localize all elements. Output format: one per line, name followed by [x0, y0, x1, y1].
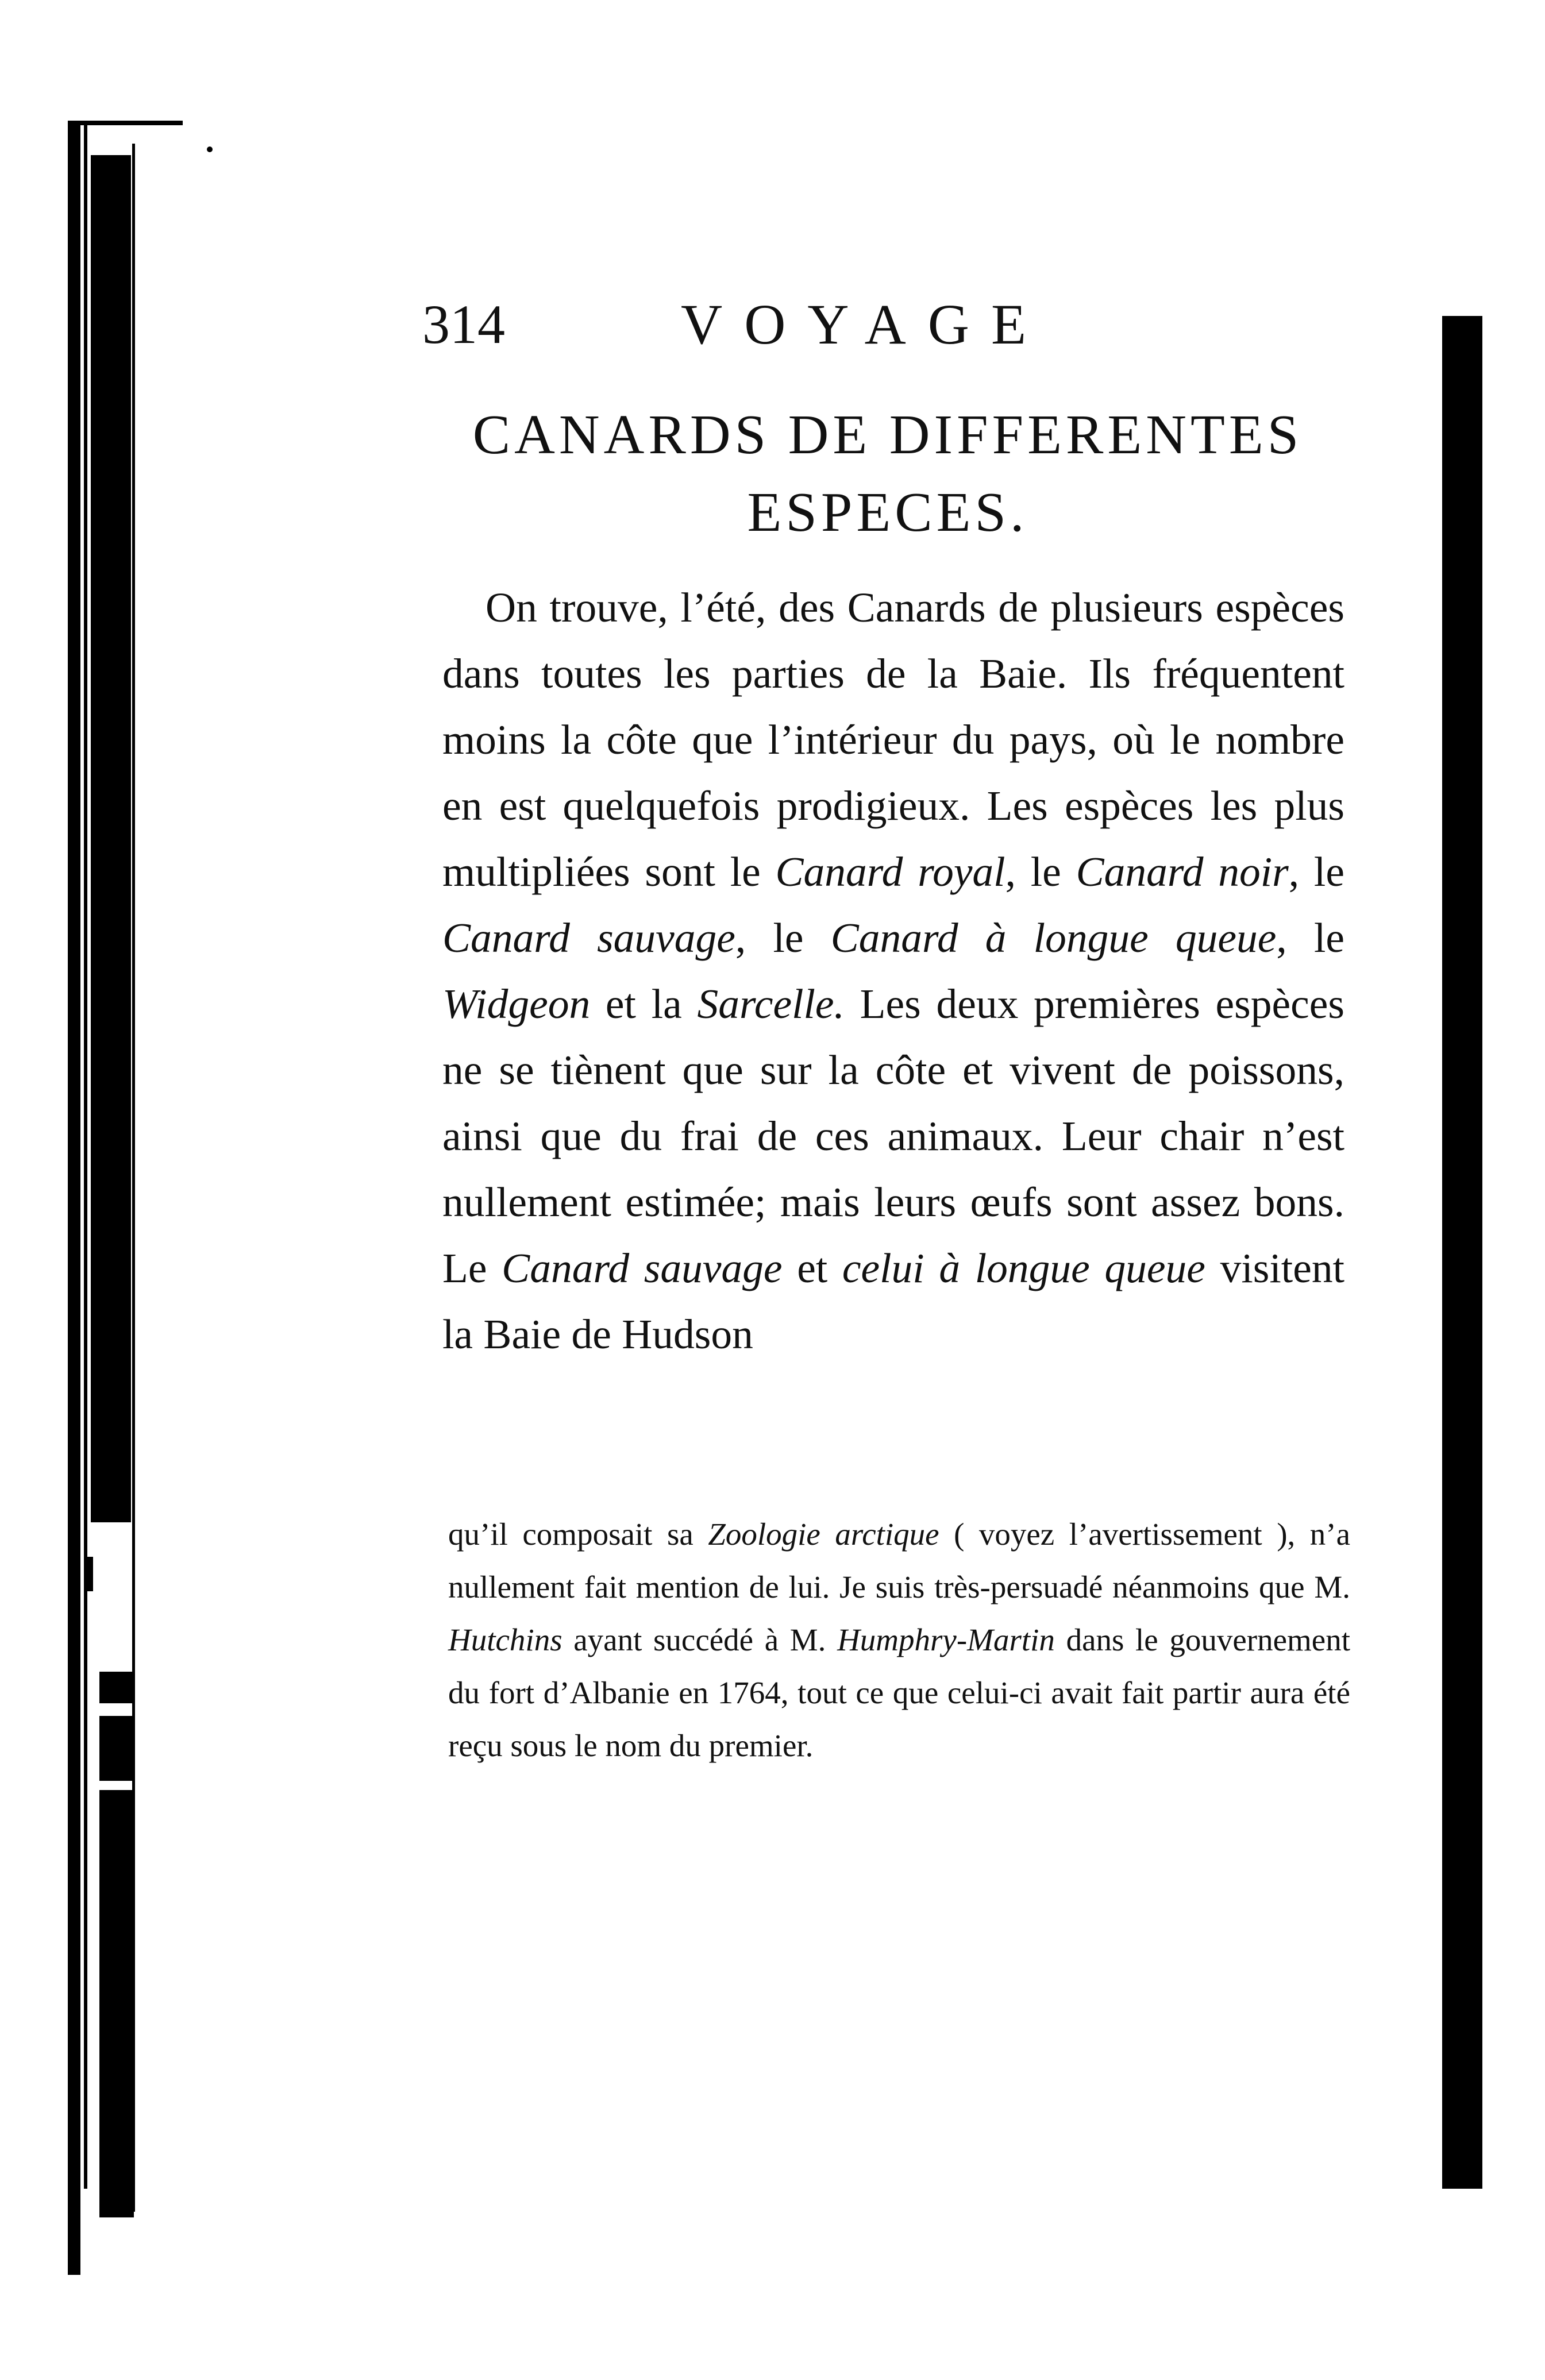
- text-run: et la: [590, 981, 698, 1027]
- italic-run: Canard sauvage: [502, 1245, 783, 1291]
- chapter-title-line-2: ESPECES.: [747, 481, 1028, 543]
- scan-shadow-right: [1442, 316, 1482, 2189]
- italic-run: celui à longue queue: [842, 1245, 1205, 1291]
- speck: [1454, 1287, 1461, 1297]
- italic-run: Zoologie arctique: [708, 1517, 939, 1552]
- running-head: [422, 290, 1342, 359]
- page-number: 314: [422, 294, 505, 355]
- text-run: visitent la Baie de Hudson: [442, 1245, 1344, 1357]
- italic-run: Humphry-Martin: [837, 1622, 1055, 1657]
- text-run: dans le gouvernement du fort d’Albanie en 1764, tout ce que celui-ci avait fait partir aura été reçu sous le nom du premier.: [448, 1622, 1350, 1763]
- text-run: , le: [1276, 915, 1344, 961]
- text-run: On trouve, l’été, des Canards de plusieurs espèces dans toutes les parties de la Baie. Ils fréquentent moins la côte que l’intérieur du pays, où le nombre en est quelquefois prodigieux. Les espèces les plus multipliées sont le: [442, 584, 1344, 895]
- text-run: , le: [735, 915, 831, 961]
- italic-run: Sarcelle.: [697, 981, 845, 1027]
- body-text: [442, 574, 1344, 1367]
- text-run: , le: [1288, 848, 1344, 895]
- italic-run: Canard noir: [1076, 848, 1289, 895]
- speck: [207, 146, 213, 152]
- italic-run: Canard sauvage: [442, 915, 735, 961]
- text-run: Les deux premières espèces ne se tiènent que sur la côte et vivent de poissons, ainsi que du frai de ces animaux. Leur chair n’est nullement estimée; mais leurs œufs sont assez bons. Le: [442, 981, 1344, 1291]
- italic-run: Canard à longue queue: [830, 915, 1277, 961]
- chapter-title-line-1: CANARDS DE DIFFERENTES: [472, 404, 1303, 466]
- scan-shadow-left: [68, 121, 183, 2275]
- italic-run: Canard royal: [775, 848, 1005, 895]
- footnote: [448, 1508, 1350, 1772]
- text-run: , le: [1005, 848, 1076, 895]
- text-run: ayant succédé à M.: [562, 1622, 838, 1657]
- text-run: et: [782, 1245, 842, 1291]
- running-title: VOYAGE: [681, 292, 1049, 356]
- text-run: qu’il composait sa: [448, 1517, 708, 1552]
- chapter-title: [422, 396, 1353, 551]
- paragraph: [442, 574, 1344, 1367]
- italic-run: Hutchins: [448, 1622, 562, 1657]
- italic-run: Widgeon: [442, 981, 591, 1027]
- text-run: ( voyez l’avertissement ), n’a nullement fait mention de lui. Je suis très-persuadé néanmoins que M.: [448, 1517, 1350, 1604]
- footnote-paragraph: [448, 1508, 1350, 1772]
